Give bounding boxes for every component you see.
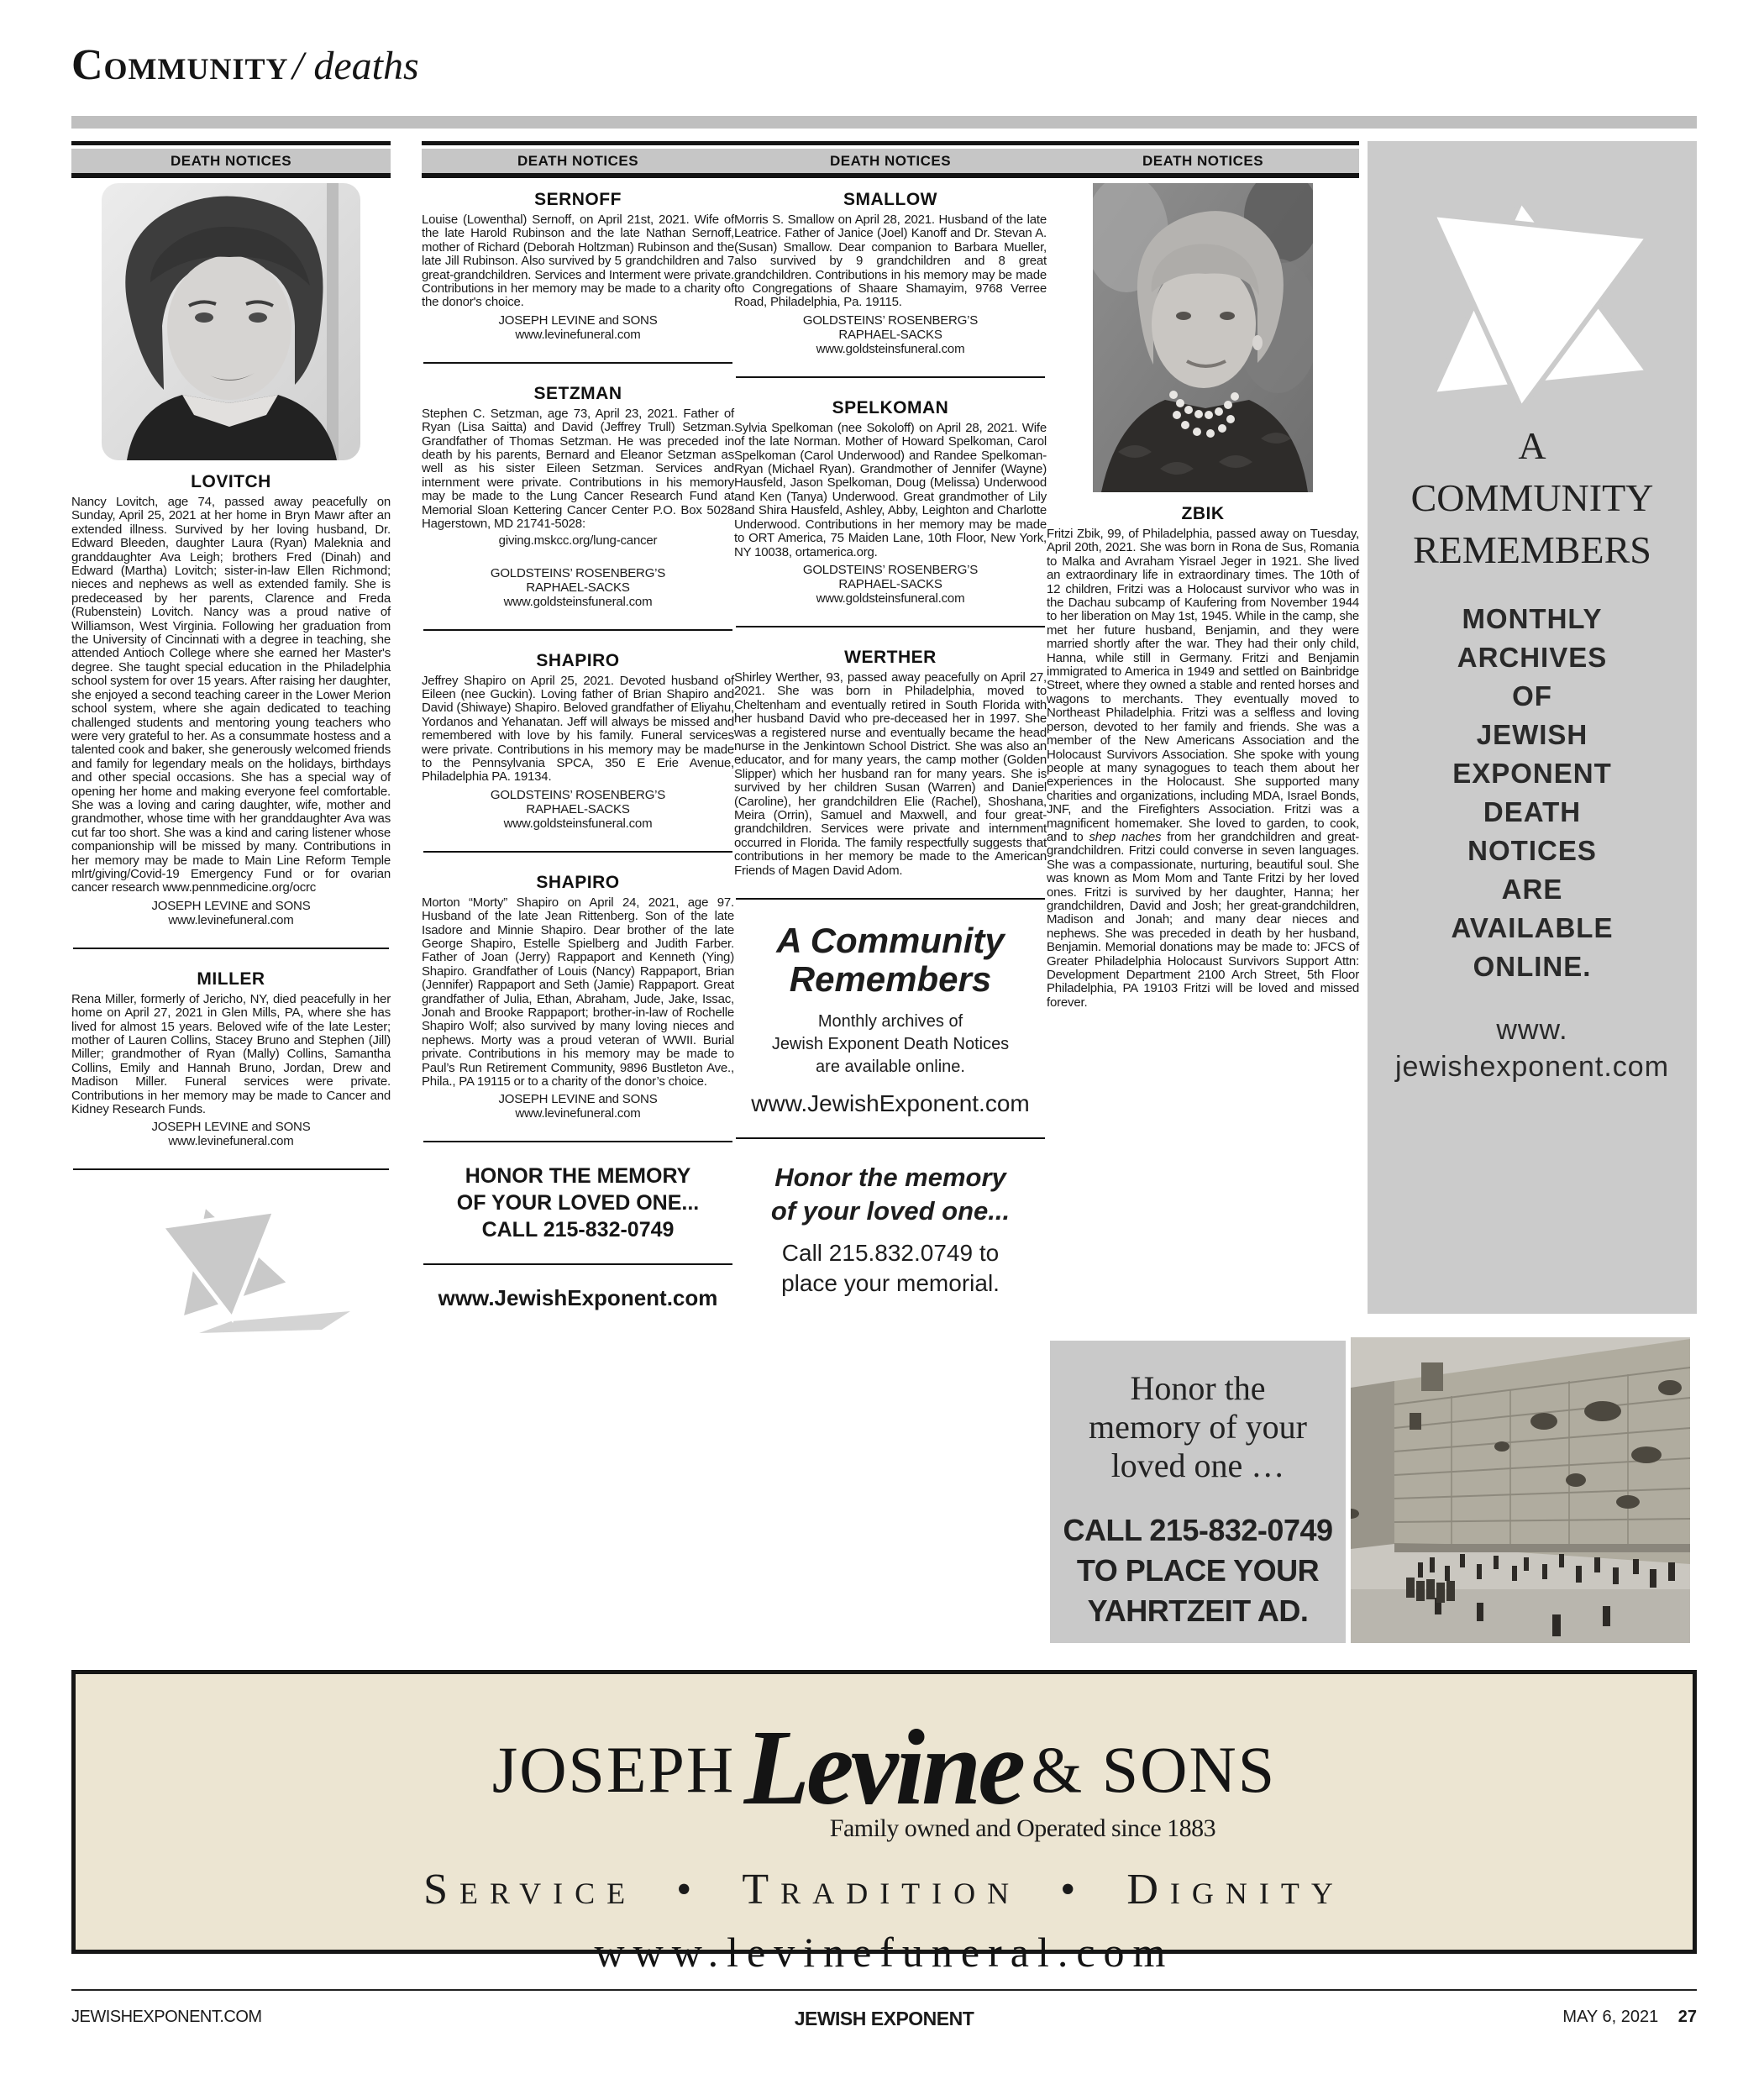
sidebar-message: MONTHLY ARCHIVES OF JEWISH EXPONENT DEATH NOTICES ARE AVAILABLE ONLINE. <box>1451 603 1614 982</box>
death-notices-label: DEATH NOTICES <box>1047 149 1359 178</box>
funeral-home-url[interactable]: www.goldsteinsfuneral.com <box>816 341 965 356</box>
column-1 <box>71 141 391 1338</box>
notice-title-shapiro1: SHAPIRO <box>536 650 620 670</box>
community-remembers-line3: are available online. <box>816 1058 965 1076</box>
funeral-home-url[interactable]: www.levinefuneral.com <box>515 1106 641 1121</box>
notice-divider <box>423 1263 732 1265</box>
notice-body-sernoff: Louise (Lowenthal) Sernoff, on April 21st, 2021. Wife of the late Harold Rubinson and the late Nathan Sernoff, mother of Richard (Deborah Holtzman) Rubinson and the late Jill Rubinson. Also survived by 5 grandchildren and 7 great-grandchildren. Services and Interment were private. Contributions in her memory may be made to a charity of the donor's choice. <box>422 213 734 310</box>
levine-url[interactable]: www.levinefuneral.com <box>594 1929 1174 1976</box>
section-subtitle: / deaths <box>291 44 419 88</box>
funeral-home-name: JOSEPH LEVINE and SONS <box>498 312 658 328</box>
notice-divider <box>736 376 1045 378</box>
notice-title-sernoff: SERNOFF <box>534 190 622 209</box>
funeral-home-name: GOLDSTEINS’ ROSENBERG’S <box>490 565 666 580</box>
funeral-home-name2: RAPHAEL-SACKS <box>838 327 942 342</box>
notice-title-werther: WERTHER <box>844 647 937 667</box>
funeral-home-url[interactable]: www.levinefuneral.com <box>168 912 294 927</box>
community-remembers-line2: Jewish Exponent Death Notices <box>771 1035 1010 1053</box>
honor-memory-promo <box>422 1163 734 1243</box>
column-4 <box>1047 141 1359 1011</box>
logo-joseph: JOSEPH <box>491 1733 736 1806</box>
zbik-italic-phrase: shep naches <box>1089 829 1162 844</box>
jewish-exponent-url[interactable]: www.JewishExponent.com <box>438 1285 718 1311</box>
levine-motto: Service • Tradition • Dignity <box>423 1866 1345 1914</box>
zbik-portrait-photo <box>1093 183 1313 492</box>
honor-memorial-line2: place your memorial. <box>781 1270 1000 1296</box>
section-masthead <box>71 40 419 90</box>
sidebar-title: A COMMUNITY REMEMBERS <box>1410 424 1654 571</box>
lovitch-portrait-photo <box>102 183 360 460</box>
notice-divider <box>423 629 732 631</box>
yahrtzeit-ad-panel <box>1050 1341 1346 1643</box>
honor-memorial-promo <box>734 1161 1047 1299</box>
footer-publication-name: JEWISH EXPONENT <box>794 2008 974 2029</box>
notice-body-shapiro1: Jeffrey Shapiro on April 25, 2021. Devoted husband of Eileen (nee Guckin). Loving father of Brian Shapiro and David (Shiwaye) Shapiro. Beloved grandfather of Eliyahu, Yordanos and Yehanatan. Jeff will always be missed and remembered with love by his family. Funeral services were private. Contributions in his memory may be made to the Pennsylvania SPCA, 350 E Erie Avenue, Philadelphia PA. 19134. <box>422 673 734 785</box>
notice-divider <box>423 1141 732 1142</box>
column-2 <box>422 141 734 1311</box>
funeral-home-name2: RAPHAEL-SACKS <box>526 801 630 816</box>
funeral-home-name: JOSEPH LEVINE and SONS <box>151 898 311 913</box>
notice-divider <box>736 626 1045 627</box>
notice-divider <box>736 898 1045 900</box>
sidebar-url[interactable]: www. jewishexponent.com <box>1394 1014 1670 1083</box>
death-notices-label: DEATH NOTICES <box>734 149 1047 178</box>
community-remembers-promo <box>734 921 1047 1117</box>
funeral-home-name: GOLDSTEINS’ ROSENBERG’S <box>802 562 979 577</box>
notice-title-setzman: SETZMAN <box>533 383 622 403</box>
logo-sons: & SONS <box>1031 1733 1277 1806</box>
notice-body-miller: Rena Miller, formerly of Jericho, NY, died peacefully in her home on April 27, 2021 in Glen Mills, PA, where she has lived for almost 15 years. Beloved wife of the late Lester; mother of Lauren Collins, Stacey Bruno and Stephen (Jill) Miller; grandmother of Ryan (Mally) Collins, Samantha Collins, Emily and Hannah Bruno, Jordan, Drew and Madison Miller. Funeral services were private. Contributions in her memory may be made to Cancer and Kidney Research Funds. <box>71 991 391 1117</box>
honor-memorial-title: Honor the memory of your loved one... <box>770 1163 1011 1226</box>
death-notices-header <box>71 141 391 178</box>
death-notices-header <box>734 141 1047 178</box>
notice-body-spelkoman: Sylvia Spelkoman (nee Sokoloff) on April 28, 2021. Wife of the late Norman. Mother of Howard Spelkoman, Carol Spelkoman (Carol Underwood) and Randee Spelkoman-Ryan (Michael Ryan). Grandmother of Jennifer (Wayne) Hausfeld, Jason Spelkoman, Doug (Melissa) Underwood and Ken (Tanya) Underwood. Great grandmother of Lily and Shira Hausfeld, Ashley, Abby, Leighton and Charlotte Underwood. Contributions in her memory may be made to ORT America, 75 Maiden Lane, 10th Floor, New York, NY 10038, ortamerica.org. <box>734 420 1047 559</box>
star-of-david-icon <box>1402 185 1662 412</box>
notice-title-lovitch: LOVITCH <box>191 472 271 491</box>
community-remembers-line1: Monthly archives of <box>817 1012 963 1031</box>
funeral-home-name: JOSEPH LEVINE and SONS <box>151 1120 311 1135</box>
community-remembers-sidebar <box>1368 141 1697 1314</box>
levine-logo <box>76 1706 1693 1830</box>
funeral-home-name2: RAPHAEL-SACKS <box>838 576 942 591</box>
honor-memorial-phone[interactable]: Call 215.832.0749 to <box>781 1240 1000 1266</box>
funeral-home-url[interactable]: www.goldsteinsfuneral.com <box>503 816 653 831</box>
notice-body-lovitch: Nancy Lovitch, age 74, passed away peacefully on Sunday, April 25, 2021 at her home in Bryn Mawr after an extended illness. Survived by her loving husband, Dr. Edward Bleeden, daughter Laura (Ryan) Maleknia and granddaughter Ava Leigh; brothers Fred (Dinah) and Edward (Martha) Lovitch; sister-in-law Ellen Richmond; nieces and nephews as well as extended family. She is predeceased by her parents, Clarence and Freda (Rubenstein) Lovitch. Nancy was a proud native of Williamson, West Virginia. Following her graduation from the University of Cincinnati with a degree in teaching, she attended Antioch College where she earned her Master's degree. She taught special education in the Philadelphia school system for over 15 years. After raising her daughter, she enjoyed a second teaching career in the Lower Merion school system, where she again dedicated to teaching challenged students and mentoring young teachers who were very grateful to her. As a consummate hostess and a talented cook and baker, she generously welcomed friends and family for legendary meals on the holidays, birthdays and other special occasions. She has a special way of opening her home and making everyone feel comfortable. She was a loving and caring daughter, wife, mother and grandmother, whose time with her granddaughter Ava was cut far too short. She was a kind and caring listener whose companionship will be missed by many. Contributions in her memory may be made to Main Line Reform Temple mlrt/giving/Covid-19 Emergency Fund or for ovarian cancer research www.pennmedicine.org/ocrc <box>71 495 391 895</box>
death-notices-label: DEATH NOTICES <box>422 149 734 178</box>
western-wall-photo <box>1351 1337 1690 1643</box>
honor-phone[interactable]: CALL 215-832-0749 <box>481 1218 675 1242</box>
footer-site-url[interactable]: JEWISHEXPONENT.COM <box>71 2008 262 2026</box>
column-3 <box>734 141 1047 1299</box>
footer-divider <box>71 1989 1697 1991</box>
notice-title-smallow: SMALLOW <box>843 190 937 209</box>
notice-title-shapiro2: SHAPIRO <box>536 872 620 892</box>
notice-title-zbik: ZBIK <box>1181 504 1225 523</box>
notice-divider <box>736 1137 1045 1139</box>
death-notices-header <box>422 141 734 178</box>
death-notices-label: DEATH NOTICES <box>71 149 391 178</box>
donation-link[interactable]: giving.mskcc.org/lung-cancer <box>498 533 658 548</box>
footer-date: MAY 6, 2021 27 <box>1562 2008 1697 2026</box>
notice-body-setzman: Stephen C. Setzman, age 73, April 23, 2021. Father of Ryan (Lisa Saitta) and David (Jeffrey Trull) Setzman. Grandfather of Thomas Setzman. He was preceded in death by his parents, Bernard and Eleanor Setzman as well as his sister Eileen Setzman. Services and internment were private. Contributions in his memory may be made to the Lung Cancer Research Fund at Memorial Sloan Kettering Cancer Center P.O. Box 5028 Hagerstown, MD 21741-5028: <box>422 406 734 532</box>
yahrtzeit-headline: Honor the memory of your loved one … <box>1089 1369 1307 1484</box>
funeral-home-name2: RAPHAEL-SACKS <box>526 580 630 595</box>
funeral-home-name: JOSEPH LEVINE and SONS <box>498 1092 658 1107</box>
honor-line-2: OF YOUR LOVED ONE... <box>456 1191 700 1215</box>
notice-title-miller: MILLER <box>197 969 265 989</box>
notice-divider <box>73 948 389 949</box>
notice-divider <box>423 851 732 853</box>
levine-tagline: Family owned and Operated since 1883 <box>829 1814 1216 1842</box>
funeral-home-url[interactable]: www.goldsteinsfuneral.com <box>503 594 653 609</box>
community-remembers-title: A Community Remembers <box>776 921 1005 999</box>
star-of-david-watermark <box>105 1195 357 1338</box>
notice-title-spelkoman: SPELKOMAN <box>832 397 949 417</box>
section-title: Community <box>71 41 289 89</box>
honor-line-1: HONOR THE MEMORY <box>465 1164 691 1189</box>
notice-body-smallow: Morris S. Smallow on April 28, 2021. Husband of the late Leatrice. Father of Janice (Joel) Kanoff and Dr. Stevan A. (Susan) Smallow. Dear companion to Barbara Mueller, also survived by 9 grandchildren and 8 great grandchildren. Contributions in his memory may be made to Congregations of Shaare Shamayim, 9768 Verree Road, Philadelphia, Pa. 19115. <box>734 213 1047 310</box>
death-notices-header <box>1047 141 1359 178</box>
funeral-home-name: GOLDSTEINS’ ROSENBERG’S <box>490 787 666 802</box>
yahrtzeit-call-to-action[interactable]: CALL 215-832-0749 TO PLACE YOUR YAHRTZEIT AD. <box>1063 1513 1333 1628</box>
notice-body-werther: Shirley Werther, 93, passed away peacefully on April 27, 2021. She was born in Philadelphia, moved to Cheltenham and eventually retired in South Florida with her husband David who pre-deceased her in 1997. She was a registered nurse and eventually became the head nurse in the Jenkintown School District. She was also an educator, and for many years, the camp mother (Golden Slipper) which her husband ran for many years. She is survived by her children Susan (Warren) and Daniel (Caroline), her grandchildren Elie (Rachel), Shoshana, Meira (Orrin), Samuel and Maxwell, and four great-grandchildren. Services were private and internment occurred in Florida. The family respectfully suggests that contributions in her memory be made to the American Friends of Magen David Adom. <box>734 669 1047 878</box>
footer-page-number: 27 <box>1677 2008 1697 2026</box>
notice-body-shapiro2: Morton “Morty” Shapiro on April 24, 2021, age 97. Husband of the late Jean Rittenberg. Son of the late Isadore and Minnie Shapiro. Dear brother of the late George Shapiro, Estelle Spielberg and Judith Farber. Father of Joan (Jerry) Rappaport and Kenneth (Ying) Shapiro. Grandfather of Louis (Nancy) Rappaport, Brian (Jennifer) Rappaport and Seth (Jamie) Rappaport. Great grandfather of Julia, Ethan, Abraham, Jude, Jake, Issac, Jonah and Brooke Rappaport; brother-in-law of Rochelle Shapiro Wolf; also survived by many loving nieces and nephews. Morty was a proud veteran of WWII. Burial private. Contributions in his memory may be made to Paul’s Run Retirement Community, 9896 Bustleton Ave., Phila., PA 19115 or to a charity of the donor’s choice. <box>422 895 734 1089</box>
funeral-home-url[interactable]: www.goldsteinsfuneral.com <box>816 591 965 606</box>
notice-body-zbik: Fritzi Zbik, 99, of Philadelphia, passed away on Tuesday, April 20th, 2021. She was born in Rona de Sus, Romania to Malka and Avraham Yisrael Jeger in 1921. She lived an extraordinary life in extraordinary times. The 10th of 12 children, Fritzi was a Holocaust survivor who was in the Dachau subcamp of Kaufering from November 1944 to her liberation on May 1st, 1945. While in the camp, she met her future husband, Benjamin, and they were married shortly after the war. They had their only child, Hanna, while still in Germany. Fritzi and Benjamin immigrated to America in 1949 and settled on Bainbridge Street, where they owned a stable and rented horses and wagons to merchants. They eventually moved to Northeast Philadelphia. Fritzi was a selfless and loving person, devoted to her family and friends. She was a member of the New Americans Association and the Holocaust Survivors Association. She spoke with young people at many synagogues to teach them about her experiences in the Holocaust. She supported many charities and organizations, including MDA, Israel Bonds, JNF, and the Firefighters Association. Fritzi was a magnificent homemaker. She loved to garden, to cook, and to shep naches from her grandchildren and great-grandchildren. Fritzi could converse in seven languages. She was a compassionate, nurturing, beautiful soul. She was known as Mom Mom and Tante Fritzi by her loved ones. Fritzi is survived by her daughter, Hanna; her grandchildren, David and Josh; her great-grandchildren, Madison and Jonah; and many dear nieces and nephews. She was preceded in death by her husband, Benjamin. Memorial donations may be made to: JFCS of Greater Philadelphia Holocaust Survivors Support Attn: Development Department 2100 Arch Street, 5th Floor Philadelphia, PA 19103 Fritzi will be loved and missed forever. <box>1047 527 1359 1010</box>
funeral-home-url[interactable]: www.levinefuneral.com <box>515 327 641 342</box>
logo-levine-script: Levine <box>743 1708 1023 1827</box>
levine-funeral-ad[interactable] <box>71 1670 1697 1976</box>
header-divider-bar <box>71 116 1697 129</box>
community-remembers-url[interactable]: www.JewishExponent.com <box>751 1090 1030 1116</box>
notice-divider <box>423 362 732 364</box>
notice-divider <box>73 1168 389 1170</box>
funeral-home-url[interactable]: www.levinefuneral.com <box>168 1134 294 1149</box>
funeral-home-name: GOLDSTEINS’ ROSENBERG’S <box>802 312 979 328</box>
